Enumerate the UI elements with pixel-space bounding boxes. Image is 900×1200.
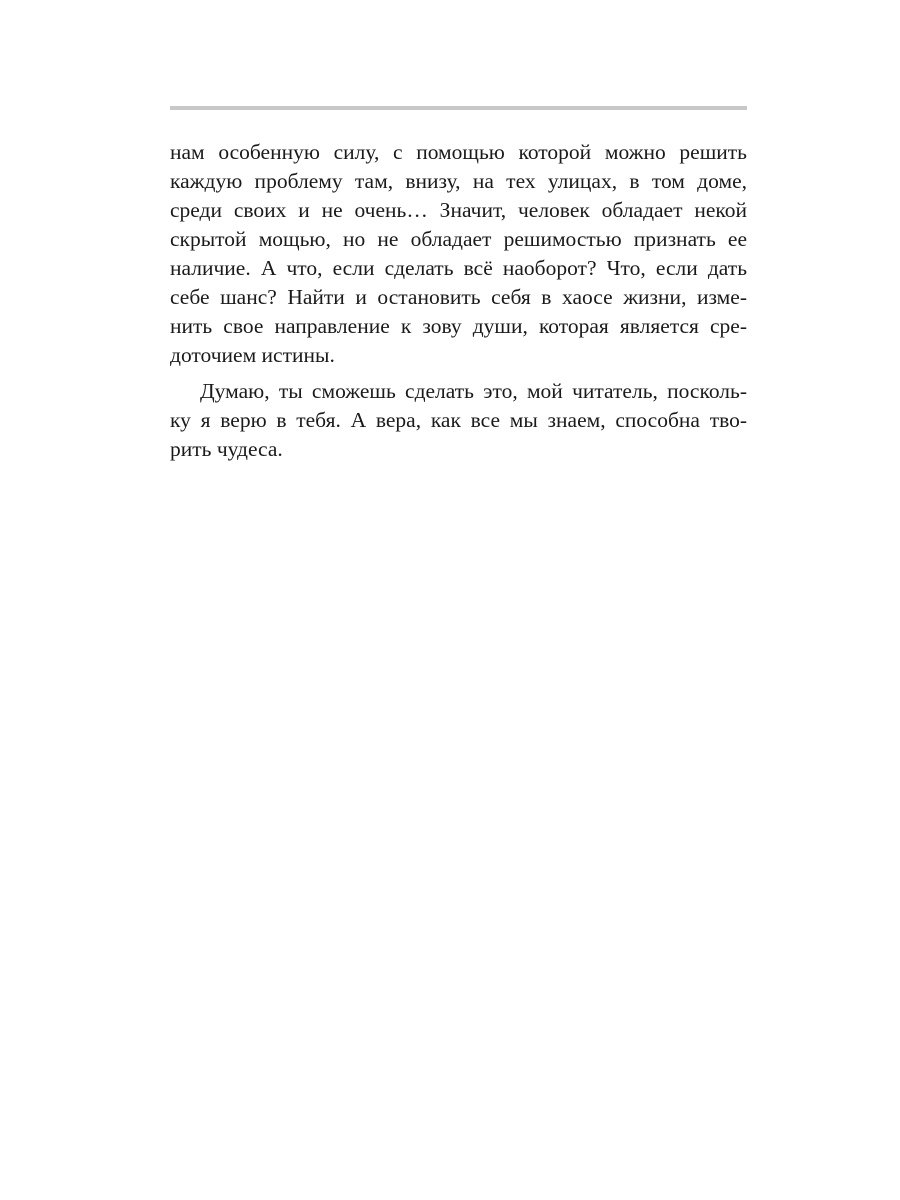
text-line: рить чудеса. [170,437,283,461]
text-line: ку я верю в тебя. А вера, как все мы знаем, способна тво- [170,408,747,432]
text-line: скрытой мощью, но не обладает решимостью признать ее [170,227,747,251]
paragraph-2 [170,377,747,464]
body-text [170,138,747,464]
text-line: наличие. А что, если сделать всё наоборот? Что, если дать [170,256,747,280]
text-line: Думаю, ты сможешь сделать это, мой читатель, посколь- [200,379,747,403]
text-line: нам особенную силу, с помощью которой можно решить [170,140,747,164]
text-line: себе шанс? Найти и остановить себя в хаосе жизни, изме- [170,285,747,309]
paragraph-gap [170,370,747,377]
text-line: каждую проблему там, внизу, на тех улицах, в том доме, [170,169,747,193]
header-rule [170,106,747,110]
text-line: среди своих и не очень… Значит, человек обладает некой [170,198,747,222]
paragraph-1 [170,138,747,370]
text-line: доточием истины. [170,343,335,367]
text-line: нить свое направление к зову души, которая является сре- [170,314,747,338]
